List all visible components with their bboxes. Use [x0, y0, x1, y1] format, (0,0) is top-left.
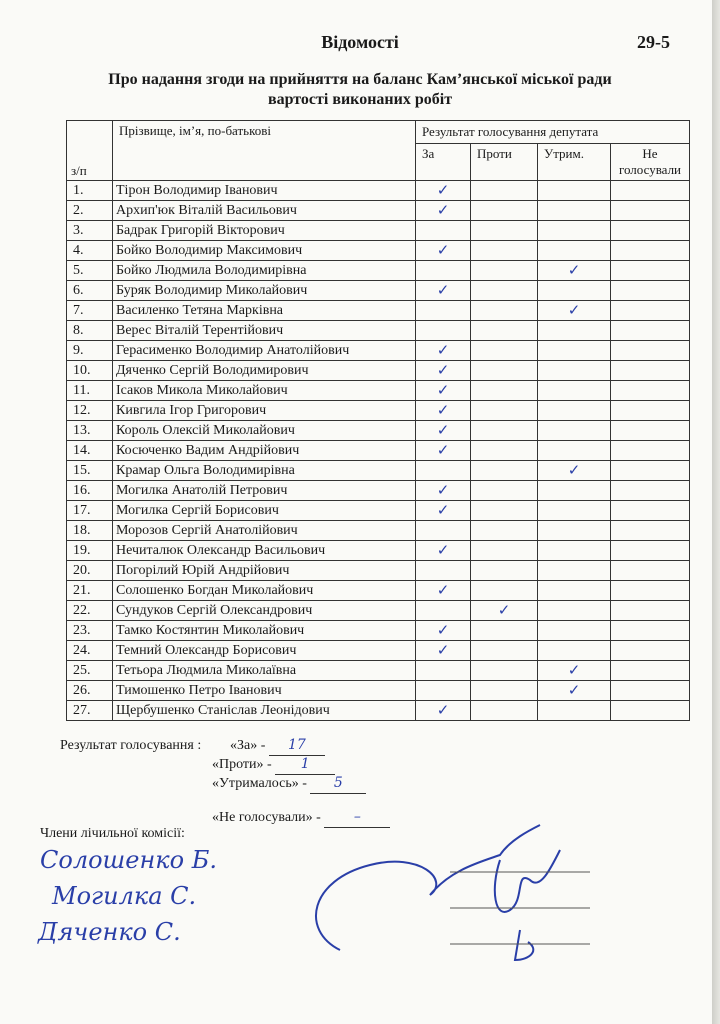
vote-cell-novote — [611, 541, 690, 561]
checkmark-icon: ✓ — [436, 181, 450, 199]
deputy-name: Тимошенко Петро Іванович — [113, 681, 416, 701]
table-row — [67, 701, 690, 721]
vote-cell-for — [416, 561, 471, 581]
vote-cell-against — [471, 601, 538, 621]
vote-cell-novote — [611, 281, 690, 301]
table-row — [67, 381, 690, 401]
table-row — [67, 501, 690, 521]
row-number: 22. — [67, 601, 113, 621]
vote-cell-novote — [611, 421, 690, 441]
deputy-name: Морозов Сергій Анатолійович — [113, 521, 416, 541]
table-row — [67, 581, 690, 601]
header-no-vote: Не голосували — [611, 144, 690, 181]
document-number: 29-5 — [637, 32, 670, 52]
checkmark-icon: ✓ — [567, 301, 581, 319]
table-row — [67, 481, 690, 501]
checkmark-icon: ✓ — [567, 681, 581, 699]
row-number: 15. — [67, 461, 113, 481]
table-row — [67, 661, 690, 681]
deputy-name: Солошенко Богдан Миколайович — [113, 581, 416, 601]
vote-cell-abstain — [538, 441, 611, 461]
vote-cell-for — [416, 341, 471, 361]
vote-cell-for — [416, 301, 471, 321]
vote-cell-against — [471, 561, 538, 581]
vote-cell-novote — [611, 201, 690, 221]
header-for: За — [416, 144, 471, 181]
vote-cell-novote — [611, 561, 690, 581]
header-abstain: Утрим. — [538, 144, 611, 181]
table-row — [67, 321, 690, 341]
deputy-name: Крамар Ольга Володимирівна — [113, 461, 416, 481]
vote-cell-for — [416, 621, 471, 641]
result-against — [212, 755, 335, 775]
vote-cell-for — [416, 521, 471, 541]
vote-cell-against — [471, 301, 538, 321]
row-number: 26. — [67, 681, 113, 701]
vote-cell-novote — [611, 181, 690, 201]
vote-cell-abstain — [538, 601, 611, 621]
vote-cell-against — [471, 541, 538, 561]
vote-cell-abstain — [538, 481, 611, 501]
vote-cell-abstain — [538, 181, 611, 201]
vote-cell-against — [471, 481, 538, 501]
table-row — [67, 401, 690, 421]
checkmark-icon: ✓ — [436, 361, 450, 379]
vote-cell-novote — [611, 681, 690, 701]
results-label: Результат голосування : — [60, 738, 202, 753]
header-name: Прізвище, ім’я, по-батькові — [113, 121, 416, 181]
vote-cell-abstain — [538, 541, 611, 561]
vote-cell-against — [471, 241, 538, 261]
signature-3: Дяченко С. — [38, 918, 181, 946]
vote-cell-novote — [611, 621, 690, 641]
result-abstain-value: 5 — [310, 774, 366, 794]
vote-cell-against — [471, 261, 538, 281]
signature-2: Могилка С. — [52, 882, 197, 910]
vote-cell-for — [416, 441, 471, 461]
checkmark-icon: ✓ — [436, 541, 450, 559]
vote-cell-novote — [611, 301, 690, 321]
vote-cell-against — [471, 421, 538, 441]
vote-cell-for — [416, 221, 471, 241]
vote-cell-for — [416, 401, 471, 421]
vote-cell-novote — [611, 401, 690, 421]
vote-cell-against — [471, 461, 538, 481]
row-number: 17. — [67, 501, 113, 521]
checkmark-icon: ✓ — [436, 341, 450, 359]
vote-cell-abstain — [538, 461, 611, 481]
table-row — [67, 301, 690, 321]
table-row — [67, 621, 690, 641]
vote-cell-for — [416, 661, 471, 681]
deputy-name: Герасименко Володимир Анатолійович — [113, 341, 416, 361]
vote-cell-against — [471, 581, 538, 601]
deputy-name: Тетьора Людмила Миколаївна — [113, 661, 416, 681]
vote-cell-novote — [611, 501, 690, 521]
row-number: 11. — [67, 381, 113, 401]
vote-cell-abstain — [538, 221, 611, 241]
vote-cell-abstain — [538, 421, 611, 441]
vote-cell-for — [416, 321, 471, 341]
deputy-name: Тамко Костянтин Миколайович — [113, 621, 416, 641]
row-number: 16. — [67, 481, 113, 501]
table-row — [67, 461, 690, 481]
table-row — [67, 281, 690, 301]
document-subtitle — [90, 70, 630, 110]
table-row — [67, 221, 690, 241]
vote-cell-against — [471, 221, 538, 241]
vote-cell-novote — [611, 261, 690, 281]
vote-cell-abstain — [538, 341, 611, 361]
row-number: 18. — [67, 521, 113, 541]
vote-cell-against — [471, 181, 538, 201]
table-row — [67, 361, 690, 381]
vote-cell-novote — [611, 361, 690, 381]
table-row — [67, 181, 690, 201]
deputy-name: Кивгила Ігор Григорович — [113, 401, 416, 421]
vote-cell-for — [416, 461, 471, 481]
row-number: 25. — [67, 661, 113, 681]
table-row — [67, 641, 690, 661]
vote-cell-abstain — [538, 301, 611, 321]
checkmark-icon: ✓ — [497, 601, 511, 619]
vote-cell-against — [471, 361, 538, 381]
deputy-name: Василенко Тетяна Марківна — [113, 301, 416, 321]
table-row — [67, 441, 690, 461]
vote-cell-novote — [611, 221, 690, 241]
vote-cell-novote — [611, 381, 690, 401]
row-number: 10. — [67, 361, 113, 381]
vote-cell-for — [416, 601, 471, 621]
vote-cell-abstain — [538, 521, 611, 541]
table-row — [67, 201, 690, 221]
row-number: 8. — [67, 321, 113, 341]
voting-table — [66, 120, 690, 721]
voting-table-body — [67, 181, 690, 721]
vote-cell-for — [416, 181, 471, 201]
vote-cell-abstain — [538, 701, 611, 721]
vote-cell-against — [471, 201, 538, 221]
row-number: 1. — [67, 181, 113, 201]
vote-cell-abstain — [538, 321, 611, 341]
vote-cell-abstain — [538, 501, 611, 521]
vote-cell-for — [416, 541, 471, 561]
vote-cell-novote — [611, 321, 690, 341]
vote-cell-against — [471, 341, 538, 361]
result-for-label: «За» - — [230, 738, 266, 753]
result-for — [230, 736, 325, 756]
vote-cell-for — [416, 681, 471, 701]
deputy-name: Дяченко Сергій Володимирович — [113, 361, 416, 381]
deputy-name: Нечиталюк Олександр Васильович — [113, 541, 416, 561]
header-against: Проти — [471, 144, 538, 181]
vote-cell-abstain — [538, 621, 611, 641]
checkmark-icon: ✓ — [567, 461, 581, 479]
row-number: 20. — [67, 561, 113, 581]
deputy-name: Могилка Сергій Борисович — [113, 501, 416, 521]
deputy-name: Сундуков Сергій Олександрович — [113, 601, 416, 621]
deputy-name: Тірон Володимир Іванович — [113, 181, 416, 201]
vote-cell-for — [416, 641, 471, 661]
vote-cell-against — [471, 281, 538, 301]
result-abstain — [212, 774, 366, 794]
vote-cell-novote — [611, 661, 690, 681]
vote-cell-novote — [611, 341, 690, 361]
vote-cell-against — [471, 661, 538, 681]
table-row — [67, 681, 690, 701]
header-number: з/п — [67, 121, 113, 181]
deputy-name: Погорілий Юрій Андрійович — [113, 561, 416, 581]
vote-cell-for — [416, 361, 471, 381]
deputy-name: Буряк Володимир Миколайович — [113, 281, 416, 301]
row-number: 4. — [67, 241, 113, 261]
deputy-name: Архип'юк Віталій Васильович — [113, 201, 416, 221]
deputy-name: Ісаков Микола Миколайович — [113, 381, 416, 401]
vote-cell-against — [471, 501, 538, 521]
vote-cell-novote — [611, 641, 690, 661]
vote-cell-abstain — [538, 281, 611, 301]
row-number: 19. — [67, 541, 113, 561]
deputy-name: Бойко Володимир Максимович — [113, 241, 416, 261]
vote-cell-against — [471, 401, 538, 421]
vote-cell-novote — [611, 601, 690, 621]
checkmark-icon: ✓ — [436, 641, 450, 659]
vote-cell-against — [471, 621, 538, 641]
subtitle-line-2: вартості виконаних робіт — [267, 91, 453, 108]
result-no-vote-value: – — [324, 808, 390, 828]
deputy-name: Темний Олександр Борисович — [113, 641, 416, 661]
deputy-name: Верес Віталій Терентійович — [113, 321, 416, 341]
table-row — [67, 601, 690, 621]
deputy-name: Щербушенко Станіслав Леонідович — [113, 701, 416, 721]
header-vote-result: Результат голосування депутата — [416, 121, 690, 144]
checkmark-icon: ✓ — [436, 381, 450, 399]
checkmark-icon: ✓ — [436, 481, 450, 499]
vote-cell-abstain — [538, 681, 611, 701]
vote-cell-against — [471, 641, 538, 661]
vote-cell-against — [471, 521, 538, 541]
vote-cell-for — [416, 241, 471, 261]
row-number: 3. — [67, 221, 113, 241]
commission-label: Члени лічильної комісії: — [40, 826, 185, 841]
table-row — [67, 521, 690, 541]
checkmark-icon: ✓ — [436, 701, 450, 719]
row-number: 14. — [67, 441, 113, 461]
checkmark-icon: ✓ — [436, 581, 450, 599]
vote-cell-novote — [611, 241, 690, 261]
row-number: 24. — [67, 641, 113, 661]
result-no-vote-label: «Не голосували» - — [212, 810, 321, 825]
vote-cell-for — [416, 481, 471, 501]
vote-cell-for — [416, 501, 471, 521]
table-row — [67, 421, 690, 441]
vote-cell-abstain — [538, 641, 611, 661]
vote-cell-against — [471, 381, 538, 401]
row-number: 12. — [67, 401, 113, 421]
checkmark-icon: ✓ — [436, 241, 450, 259]
checkmark-icon: ✓ — [436, 621, 450, 639]
vote-cell-abstain — [538, 361, 611, 381]
checkmark-icon: ✓ — [567, 661, 581, 679]
table-row — [67, 341, 690, 361]
checkmark-icon: ✓ — [436, 441, 450, 459]
checkmark-icon: ✓ — [436, 501, 450, 519]
result-for-value: 17 — [269, 736, 325, 756]
vote-cell-abstain — [538, 581, 611, 601]
vote-cell-for — [416, 421, 471, 441]
vote-cell-abstain — [538, 381, 611, 401]
paper-edge — [712, 0, 720, 1024]
vote-cell-novote — [611, 441, 690, 461]
row-number: 21. — [67, 581, 113, 601]
vote-cell-for — [416, 381, 471, 401]
result-abstain-label: «Утрималось» - — [212, 776, 307, 791]
table-row — [67, 241, 690, 261]
chairman-signature — [300, 810, 610, 980]
document-title: Відомості — [321, 32, 399, 52]
row-number: 13. — [67, 421, 113, 441]
deputy-name: Бойко Людмила Володимирівна — [113, 261, 416, 281]
vote-cell-novote — [611, 521, 690, 541]
checkmark-icon: ✓ — [436, 201, 450, 219]
vote-cell-against — [471, 681, 538, 701]
vote-cell-for — [416, 261, 471, 281]
vote-cell-for — [416, 281, 471, 301]
deputy-name: Косюченко Вадим Андрійович — [113, 441, 416, 461]
vote-cell-novote — [611, 461, 690, 481]
vote-cell-abstain — [538, 401, 611, 421]
vote-cell-for — [416, 201, 471, 221]
result-against-value: 1 — [275, 755, 335, 775]
deputy-name: Могилка Анатолій Петрович — [113, 481, 416, 501]
deputy-name: Король Олексій Миколайович — [113, 421, 416, 441]
row-number: 9. — [67, 341, 113, 361]
checkmark-icon: ✓ — [436, 281, 450, 299]
vote-cell-novote — [611, 581, 690, 601]
vote-cell-abstain — [538, 241, 611, 261]
vote-cell-abstain — [538, 561, 611, 581]
table-row — [67, 561, 690, 581]
row-number: 23. — [67, 621, 113, 641]
vote-cell-for — [416, 701, 471, 721]
row-number: 27. — [67, 701, 113, 721]
vote-cell-abstain — [538, 261, 611, 281]
vote-cell-against — [471, 701, 538, 721]
row-number: 5. — [67, 261, 113, 281]
vote-cell-abstain — [538, 201, 611, 221]
checkmark-icon: ✓ — [436, 401, 450, 419]
row-number: 6. — [67, 281, 113, 301]
vote-cell-against — [471, 441, 538, 461]
result-against-label: «Проти» - — [212, 757, 272, 772]
table-row — [67, 261, 690, 281]
checkmark-icon: ✓ — [436, 421, 450, 439]
signature-1: Солошенко Б. — [40, 846, 217, 874]
vote-cell-novote — [611, 701, 690, 721]
deputy-name: Бадрак Григорій Вікторович — [113, 221, 416, 241]
row-number: 2. — [67, 201, 113, 221]
subtitle-line-1: Про надання згоди на прийняття на баланс Кам’янської міської ради — [108, 71, 612, 88]
vote-cell-against — [471, 321, 538, 341]
table-row — [67, 541, 690, 561]
vote-cell-for — [416, 581, 471, 601]
vote-cell-novote — [611, 481, 690, 501]
row-number: 7. — [67, 301, 113, 321]
checkmark-icon: ✓ — [567, 261, 581, 279]
vote-cell-abstain — [538, 661, 611, 681]
